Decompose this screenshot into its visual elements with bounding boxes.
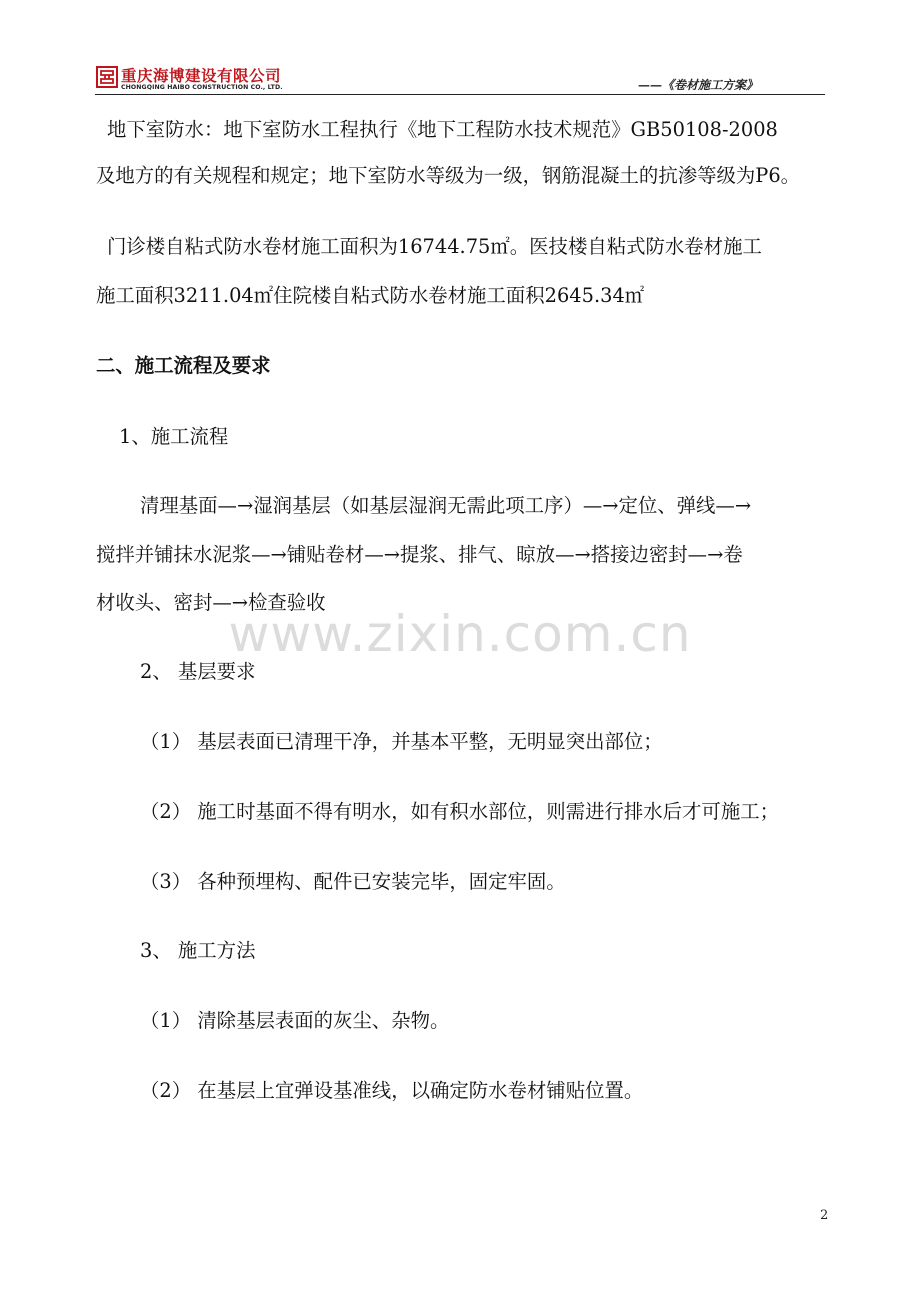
subsection-heading: 2、 基层要求 xyxy=(140,660,256,683)
subsection-heading: 3、 施工方法 xyxy=(140,939,256,962)
page-number: 2 xyxy=(820,1208,829,1223)
method-item: （2） 在基层上宜弹设基准线，以确定防水卷材铺贴位置。 xyxy=(140,1079,644,1102)
flow-line-2: 搅拌并铺抹水泥浆—→铺贴卷材—→提浆、排气、晾放—→搭接边密封—→卷 xyxy=(96,543,743,566)
site-watermark: www.zixin.com.cn xyxy=(228,605,692,663)
intro-line-1: 地下室防水：地下室防水工程执行《地下工程防水技术规范》GB50108-2008 xyxy=(107,118,778,141)
company-name-cn: 重庆海博建设有限公司 xyxy=(121,67,282,85)
company-name-en: CHONGQING HAIBO CONSTRUCTION CO., LTD. xyxy=(121,84,283,91)
subsection-heading: 1、施工流程 xyxy=(119,425,229,448)
requirement-item: （3） 各种预埋构、配件已安装完毕，固定牢固。 xyxy=(140,870,566,893)
section-heading: 二、施工流程及要求 xyxy=(96,354,271,377)
flow-line-3: 材收头、密封—→检查验收 xyxy=(96,591,326,614)
requirement-item: （2） 施工时基面不得有明水，如有积水部位，则需进行排水后才可施工； xyxy=(140,800,779,823)
intro-line-2: 及地方的有关规程和规定；地下室防水等级为一级，钢筋混凝土的抗渗等级为P6。 xyxy=(96,164,801,187)
header-divider xyxy=(95,94,825,95)
area-line-2: 施工面积3211.04㎡住院楼自粘式防水卷材施工面积2645.34㎡ xyxy=(96,284,645,307)
flow-line-1: 清理基面—→湿润基层（如基层湿润无需此项工序）—→定位、弹线—→ xyxy=(140,494,752,517)
company-logo-icon xyxy=(96,66,118,88)
method-item: （1） 清除基层表面的灰尘、杂物。 xyxy=(140,1009,450,1032)
requirement-item: （1） 基层表面已清理干净，并基本平整，无明显突出部位； xyxy=(140,730,663,753)
document-title: ——《卷材施工方案》 xyxy=(638,78,759,92)
area-line-1: 门诊楼自粘式防水卷材施工面积为16744.75㎡。医技楼自粘式防水卷材施工 xyxy=(107,235,762,258)
